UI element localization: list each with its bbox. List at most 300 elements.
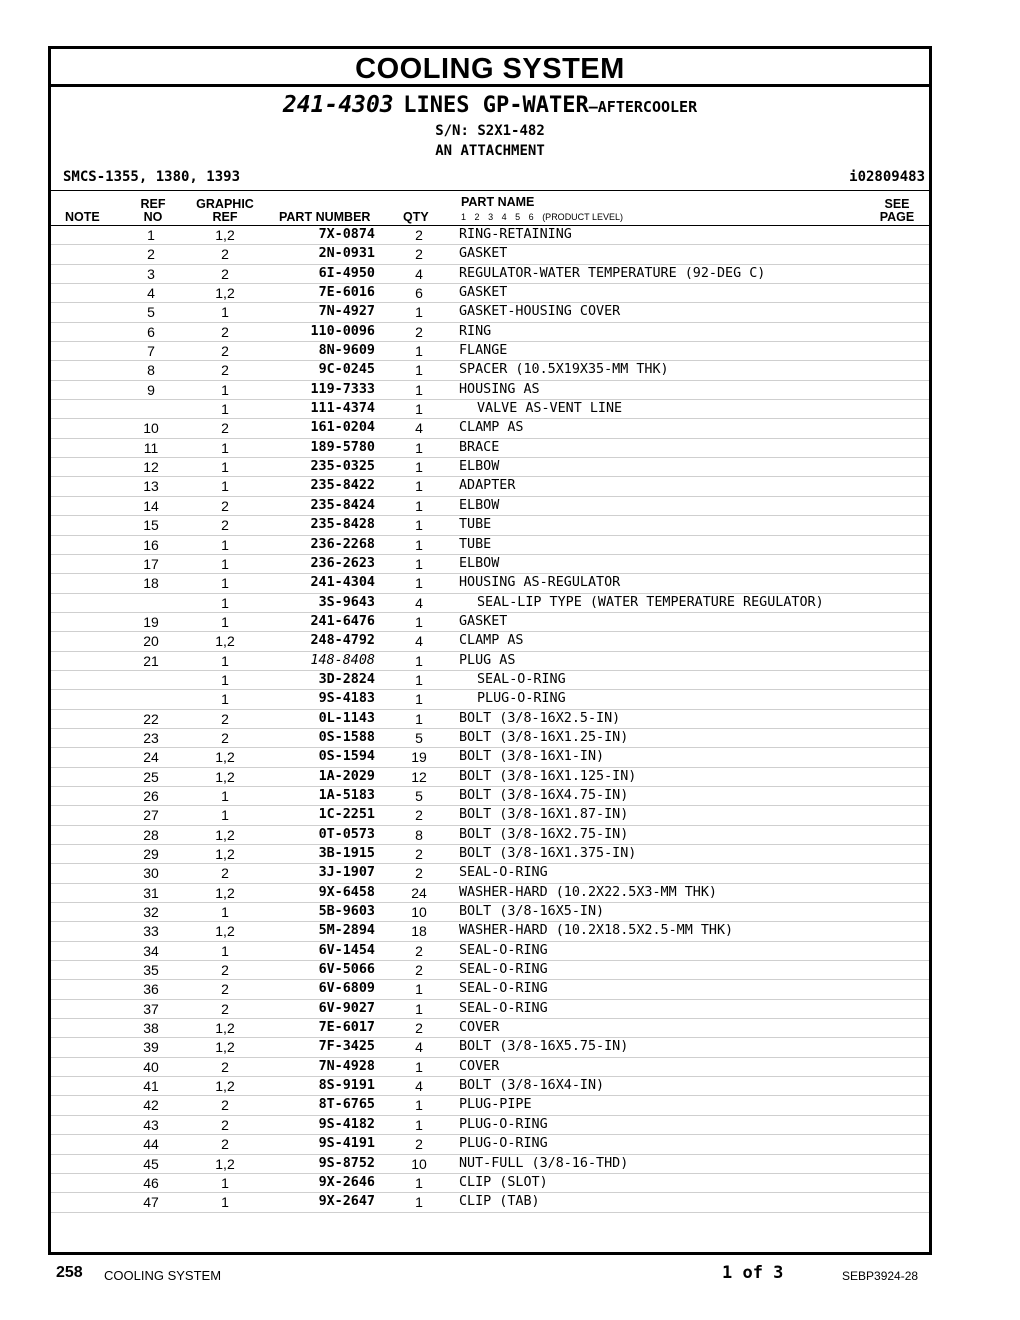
graphic-ref: 2 — [221, 865, 229, 882]
part-number: 9X-2646 — [318, 1174, 375, 1190]
table-row — [51, 226, 929, 245]
quantity: 1 — [415, 478, 423, 495]
graphic-ref: 2 — [221, 265, 229, 282]
ref-no: 19 — [143, 613, 159, 630]
ref-no: 23 — [143, 729, 159, 746]
quantity: 1 — [415, 497, 423, 514]
quantity: 2 — [415, 227, 423, 243]
part-name: COVER — [459, 1058, 500, 1074]
attachment-label: AN ATTACHMENT — [435, 143, 545, 159]
ref-no: 26 — [143, 787, 159, 804]
part-number: 3B-1915 — [318, 846, 375, 861]
quantity: 1 — [415, 981, 423, 998]
graphic-ref: 1,2 — [215, 826, 235, 843]
ref-no: 45 — [143, 1155, 159, 1172]
quantity: 1 — [415, 671, 423, 688]
graphic-ref: 2 — [221, 962, 229, 979]
part-number: 7E-6017 — [318, 1020, 375, 1036]
part-number: 161-0204 — [310, 420, 375, 436]
table-row — [51, 748, 929, 767]
part-name: BOLT (3/8-16X5.75-IN) — [459, 1039, 629, 1055]
footer-section: COOLING SYSTEM — [104, 1268, 222, 1283]
page-number: 258 — [56, 1264, 83, 1281]
part-number: 9S-4191 — [318, 1136, 375, 1152]
part-name: GASKET — [459, 285, 508, 301]
graphic-ref: 1 — [221, 478, 229, 495]
quantity: 1 — [415, 536, 423, 553]
table-row — [51, 1038, 929, 1057]
graphic-ref: 1,2 — [215, 749, 235, 766]
quantity: 4 — [415, 1078, 423, 1095]
graphic-ref: 2 — [221, 362, 229, 379]
part-name: PLUG-PIPE — [459, 1097, 532, 1113]
col-part-name: PART NAME — [461, 195, 535, 209]
graphic-ref: 2 — [221, 1097, 229, 1114]
col-part-number: PART NUMBER — [279, 210, 371, 224]
part-number: 9X-6458 — [318, 884, 375, 900]
quantity: 1 — [415, 1058, 423, 1075]
graphic-ref: 1,2 — [215, 1078, 235, 1095]
quantity: 1 — [415, 362, 423, 379]
part-name: WASHER-HARD (10.2X22.5X3-MM THK) — [459, 884, 717, 900]
ref-no: 47 — [143, 1194, 159, 1211]
part-name: TUBE — [459, 517, 492, 533]
quantity: 1 — [415, 343, 423, 360]
part-number: 8T-6765 — [318, 1097, 375, 1113]
ref-no: 8 — [147, 362, 155, 379]
col-see-top: SEE — [884, 197, 910, 211]
quantity: 8 — [415, 826, 423, 843]
table-row — [51, 884, 929, 903]
table-row — [51, 1193, 929, 1212]
graphic-ref: 1 — [221, 807, 229, 824]
graphic-ref: 1 — [221, 401, 229, 418]
ref-no: 25 — [143, 768, 159, 785]
part-number: 111-4374 — [310, 401, 375, 417]
part-number: 6V-6809 — [318, 981, 375, 997]
ref-no: 13 — [143, 478, 159, 495]
part-name: CLAMP AS — [459, 420, 524, 436]
graphic-ref: 1,2 — [215, 884, 235, 901]
quantity: 1 — [415, 555, 423, 572]
table-row — [51, 864, 929, 883]
ref-no: 29 — [143, 846, 159, 862]
graphic-ref: 1 — [221, 459, 229, 476]
ref-no: 28 — [143, 826, 159, 843]
graphic-ref: 1,2 — [215, 1155, 235, 1172]
part-name: GASKET-HOUSING COVER — [459, 304, 621, 320]
ref-no: 35 — [143, 962, 159, 979]
part-number: 7F-3425 — [318, 1039, 375, 1055]
graphic-ref: 1 — [221, 304, 229, 321]
ref-no: 38 — [143, 1020, 159, 1037]
part-name: SEAL-O-RING — [459, 942, 548, 958]
table-row — [51, 497, 929, 516]
part-number: 9S-4183 — [318, 691, 375, 707]
table-row — [51, 1077, 929, 1096]
part-name: SEAL-O-RING — [459, 962, 548, 978]
graphic-ref: 1 — [221, 575, 229, 592]
table-row — [51, 419, 929, 438]
table-row — [51, 342, 929, 361]
graphic-ref: 1,2 — [215, 768, 235, 785]
part-number: 235-0325 — [310, 459, 375, 475]
part-name: PLUG-O-RING — [459, 1136, 548, 1152]
part-number: 5B-9603 — [318, 904, 375, 920]
graphic-ref: 2 — [221, 1000, 229, 1017]
part-number: 2N-0931 — [318, 246, 375, 262]
serial-number: S/N: S2X1-482 — [435, 123, 545, 139]
graphic-ref: 1 — [221, 555, 229, 572]
part-name: WASHER-HARD (10.2X18.5X2.5-MM THK) — [459, 923, 734, 939]
part-name: ADAPTER — [459, 478, 516, 494]
quantity: 1 — [415, 304, 423, 321]
part-number: 8S-9191 — [318, 1078, 375, 1094]
ref-no: 2 — [147, 246, 155, 263]
part-name: FLANGE — [459, 343, 508, 359]
graphic-ref: 1 — [221, 613, 229, 630]
ref-no: 11 — [143, 439, 159, 456]
quantity: 5 — [415, 729, 423, 746]
quantity: 1 — [415, 710, 423, 727]
table-row — [51, 516, 929, 535]
ref-no: 41 — [143, 1078, 159, 1095]
quantity: 4 — [415, 633, 423, 650]
ref-no: 17 — [143, 555, 159, 572]
table-row — [51, 845, 929, 864]
graphic-ref: 2 — [221, 1058, 229, 1075]
ref-no: 12 — [143, 459, 159, 476]
product-levels: 1 2 3 4 5 6 (PRODUCT LEVEL) — [461, 212, 624, 222]
quantity: 2 — [415, 1136, 423, 1153]
quantity: 2 — [415, 323, 423, 340]
ref-no: 5 — [147, 304, 155, 321]
part-number: 9C-0245 — [318, 362, 375, 378]
col-ref — [133, 198, 173, 224]
part-name: HOUSING AS — [459, 381, 540, 397]
part-name: CLIP (TAB) — [459, 1194, 540, 1210]
quantity: 4 — [415, 265, 423, 282]
ref-no: 37 — [143, 1000, 159, 1017]
document-number: SEBP3924-28 — [842, 1269, 919, 1283]
header-divider — [51, 190, 929, 191]
quantity: 1 — [415, 691, 423, 708]
part-name: SEAL-O-RING — [459, 1000, 548, 1016]
table-row — [51, 710, 929, 729]
ref-no: 9 — [147, 381, 155, 398]
table-row — [51, 942, 929, 961]
part-number: 7N-4927 — [318, 304, 375, 320]
quantity: 2 — [415, 942, 423, 959]
part-name: SEAL-O-RING — [477, 671, 566, 687]
quantity: 12 — [411, 768, 427, 785]
group-name: LINES GP-WATER — [403, 93, 589, 118]
part-number: 241-6476 — [310, 613, 375, 629]
quantity: 6 — [415, 285, 423, 302]
graphic-ref: 1 — [221, 1174, 229, 1191]
graphic-ref: 2 — [221, 497, 229, 514]
col-see-bottom: PAGE — [879, 210, 915, 224]
table-row — [51, 1058, 929, 1077]
part-number: 235-8428 — [310, 517, 375, 533]
graphic-ref: 1,2 — [215, 923, 235, 940]
table-row — [51, 265, 929, 284]
graphic-ref: 1 — [221, 691, 229, 708]
table-row — [51, 1096, 929, 1115]
ref-no: 16 — [143, 536, 159, 553]
graphic-ref: 2 — [221, 323, 229, 340]
part-number: 9S-8752 — [318, 1155, 375, 1171]
ref-no: 46 — [143, 1174, 159, 1191]
graphic-ref: 1 — [221, 652, 229, 669]
table-row — [51, 1116, 929, 1135]
part-name: BOLT (3/8-16X1.375-IN) — [459, 846, 637, 861]
table-row — [51, 284, 929, 303]
part-number: 8N-9609 — [318, 343, 375, 359]
part-name: RING-RETAINING — [459, 227, 572, 242]
title-divider — [51, 84, 929, 87]
part-number: 6V-1454 — [318, 942, 375, 958]
col-ref-bottom: NO — [143, 210, 163, 224]
part-number: 241-4304 — [310, 575, 375, 591]
graphic-ref: 1 — [221, 1194, 229, 1211]
table-row — [51, 381, 929, 400]
graphic-ref: 1,2 — [215, 633, 235, 650]
table-row — [51, 1155, 929, 1174]
part-number: 9X-2647 — [318, 1194, 375, 1210]
part-number: 0S-1594 — [318, 749, 375, 765]
quantity: 10 — [411, 1155, 427, 1172]
graphic-ref: 2 — [221, 343, 229, 360]
smcs-codes: SMCS-1355, 1380, 1393 — [63, 169, 241, 185]
group-title — [51, 92, 929, 118]
col-ref-top: REF — [140, 197, 166, 211]
part-name: SEAL-O-RING — [459, 981, 548, 997]
ref-no: 40 — [143, 1058, 159, 1075]
part-number: 235-8422 — [310, 478, 375, 494]
part-name: PLUG-O-RING — [477, 691, 566, 707]
part-number: 6V-9027 — [318, 1000, 375, 1016]
part-name: BOLT (3/8-16X4-IN) — [459, 1078, 605, 1094]
quantity: 1 — [415, 439, 423, 456]
ref-no: 36 — [143, 981, 159, 998]
parts-page-frame — [48, 46, 932, 1255]
table-row — [51, 303, 929, 322]
part-name: BOLT (3/8-16X1.125-IN) — [459, 768, 637, 784]
quantity: 1 — [415, 517, 423, 534]
graphic-ref: 1 — [221, 594, 229, 611]
table-row — [51, 961, 929, 980]
quantity: 1 — [415, 575, 423, 592]
table-row — [51, 245, 929, 264]
ref-no: 32 — [143, 904, 159, 921]
part-name: BRACE — [459, 439, 500, 455]
table-row — [51, 903, 929, 922]
table-row — [51, 536, 929, 555]
table-row — [51, 632, 929, 651]
part-name: GASKET — [459, 613, 508, 629]
part-number: 6V-5066 — [318, 962, 375, 978]
col-see-page — [877, 198, 917, 224]
part-number: 236-2623 — [310, 555, 375, 571]
illustration-id: i02809483 — [849, 169, 925, 185]
ref-no: 10 — [143, 420, 159, 437]
col-qty: QTY — [403, 210, 429, 224]
graphic-ref: 1 — [221, 787, 229, 804]
part-number: 7E-6016 — [318, 285, 375, 301]
part-name: PLUG AS — [459, 652, 516, 668]
graphic-ref: 2 — [221, 981, 229, 998]
quantity: 4 — [415, 594, 423, 611]
table-row — [51, 1174, 929, 1193]
part-number: 3D-2824 — [318, 671, 375, 687]
col-graphic-top: GRAPHIC — [196, 197, 254, 211]
graphic-ref: 2 — [221, 1116, 229, 1133]
table-row — [51, 594, 929, 613]
part-name: NUT-FULL (3/8-16-THD) — [459, 1155, 629, 1171]
table-row — [51, 980, 929, 999]
ref-no: 3 — [147, 265, 155, 282]
quantity: 1 — [415, 1097, 423, 1114]
part-number: 3S-9643 — [318, 594, 375, 610]
graphic-ref: 1,2 — [215, 1039, 235, 1056]
quantity: 1 — [415, 459, 423, 476]
quantity: 4 — [415, 1039, 423, 1056]
ref-no: 7 — [147, 343, 155, 360]
part-name: BOLT (3/8-16X2.75-IN) — [459, 826, 629, 842]
ref-no: 1 — [147, 227, 155, 243]
ref-no: 14 — [143, 497, 159, 514]
table-row — [51, 768, 929, 787]
table-row — [51, 806, 929, 825]
quantity: 1 — [415, 1174, 423, 1191]
part-name: REGULATOR-WATER TEMPERATURE (92-DEG C) — [459, 265, 766, 281]
table-row — [51, 1000, 929, 1019]
table-row — [51, 400, 929, 419]
col-note: NOTE — [65, 210, 100, 224]
graphic-ref: 2 — [221, 246, 229, 263]
ref-no: 42 — [143, 1097, 159, 1114]
part-name: PLUG-O-RING — [459, 1116, 548, 1132]
part-number: 7X-0874 — [318, 227, 375, 242]
part-number: 248-4792 — [310, 633, 375, 649]
table-row — [51, 729, 929, 748]
ref-no: 15 — [143, 517, 159, 534]
quantity: 1 — [415, 401, 423, 418]
quantity: 5 — [415, 787, 423, 804]
table-row — [51, 1019, 929, 1038]
table-row — [51, 787, 929, 806]
quantity: 2 — [415, 807, 423, 824]
quantity: 1 — [415, 1116, 423, 1133]
part-number: 0L-1143 — [318, 710, 375, 726]
table-row — [51, 323, 929, 342]
part-name: BOLT (3/8-16X5-IN) — [459, 904, 605, 920]
part-name: ELBOW — [459, 497, 500, 513]
ref-no: 44 — [143, 1136, 159, 1153]
part-number: 0S-1588 — [318, 729, 375, 745]
table-row — [51, 1135, 929, 1154]
quantity: 1 — [415, 1000, 423, 1017]
sheet-indicator: 1 of 3 — [722, 1263, 784, 1283]
part-name: SPACER (10.5X19X35-MM THK) — [459, 362, 669, 378]
table-row — [51, 555, 929, 574]
group-number: 241-4303 — [282, 92, 394, 118]
graphic-ref: 1,2 — [215, 846, 235, 862]
part-number: 6I-4950 — [318, 265, 375, 281]
part-name: SEAL-O-RING — [459, 865, 548, 881]
part-number: 1A-2029 — [318, 768, 375, 784]
parts-table — [51, 226, 929, 1213]
graphic-ref: 2 — [221, 710, 229, 727]
part-number: 1A-5183 — [318, 787, 375, 803]
part-name: BOLT (3/8-16X1.25-IN) — [459, 729, 629, 745]
table-row — [51, 922, 929, 941]
part-number: 110-0096 — [310, 323, 375, 339]
part-number: 1C-2251 — [318, 807, 375, 823]
part-name: HOUSING AS-REGULATOR — [459, 575, 621, 591]
part-name: ELBOW — [459, 459, 500, 475]
part-number: 9S-4182 — [318, 1116, 375, 1132]
graphic-ref: 1 — [221, 904, 229, 921]
table-row — [51, 574, 929, 593]
graphic-ref: 1 — [221, 942, 229, 959]
part-number: 3J-1907 — [318, 865, 375, 881]
part-name: BOLT (3/8-16X1.87-IN) — [459, 807, 629, 823]
table-row — [51, 671, 929, 690]
part-name: CLIP (SLOT) — [459, 1174, 548, 1190]
part-number: 236-2268 — [310, 536, 375, 552]
table-row — [51, 690, 929, 709]
ref-no: 31 — [143, 884, 159, 901]
graphic-ref: 1 — [221, 671, 229, 688]
quantity: 24 — [411, 884, 427, 901]
col-graphic — [185, 198, 265, 224]
quantity: 18 — [411, 923, 427, 940]
ref-no: 39 — [143, 1039, 159, 1056]
part-name: COVER — [459, 1020, 500, 1036]
quantity: 1 — [415, 613, 423, 630]
ref-no: 24 — [143, 749, 159, 766]
table-row — [51, 826, 929, 845]
table-row — [51, 439, 929, 458]
quantity: 2 — [415, 846, 423, 862]
part-name: VALVE AS-VENT LINE — [477, 401, 623, 417]
ref-no: 20 — [143, 633, 159, 650]
graphic-ref: 2 — [221, 1136, 229, 1153]
part-name: SEAL-LIP TYPE (WATER TEMPERATURE REGULATOR) — [477, 594, 824, 610]
quantity: 1 — [415, 381, 423, 398]
part-name: BOLT (3/8-16X1-IN) — [459, 749, 605, 765]
part-number: 5M-2894 — [318, 923, 375, 939]
part-name: RING — [459, 323, 492, 339]
ref-no: 4 — [147, 285, 155, 302]
quantity: 10 — [411, 904, 427, 921]
graphic-ref: 2 — [221, 420, 229, 437]
table-row — [51, 458, 929, 477]
table-row — [51, 613, 929, 632]
part-number: 235-8424 — [310, 497, 375, 513]
group-suffix: —AFTERCOOLER — [588, 98, 698, 116]
ref-no: 34 — [143, 942, 159, 959]
graphic-ref: 1 — [221, 381, 229, 398]
graphic-ref: 1,2 — [215, 227, 235, 243]
part-number: 119-7333 — [310, 381, 375, 397]
ref-no: 6 — [147, 323, 155, 340]
ref-no: 33 — [143, 923, 159, 940]
quantity: 2 — [415, 962, 423, 979]
part-name: GASKET — [459, 246, 508, 262]
